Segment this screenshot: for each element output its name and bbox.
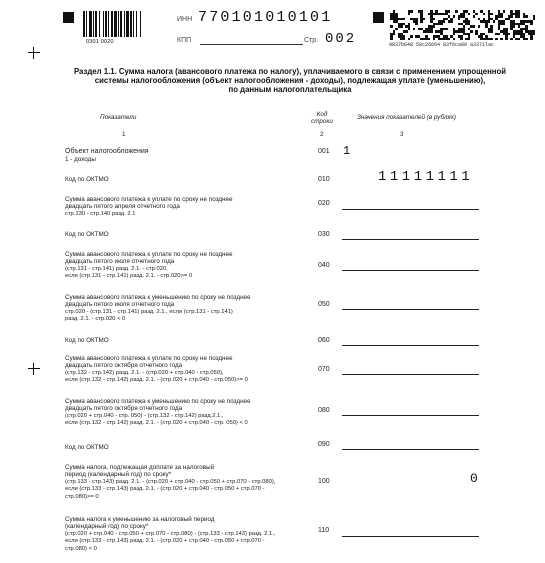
qr-cell [390,25,393,28]
section-title [40,67,540,95]
qr-cell [408,28,411,31]
row-070-code: 070 [318,366,330,373]
qr-cell [468,38,471,41]
barcode-bar [124,11,125,37]
row-001-line1: Объект налогообложения [65,148,149,155]
row-040-line3: (стр.131 - стр.141) разд. 2.1. - стр.020, [65,265,168,272]
row-001-code: 001 [318,148,330,155]
row-100-line4: если (стр.133 - стр.143) разд. 2.1. - (стр.020 + стр.040 - стр.050 + стр.070 - [65,486,265,493]
qr-cell [470,30,473,33]
barcode-bar [133,11,134,37]
qr-cell [505,38,508,41]
row-060-label: Код по ОКТМО [65,337,109,344]
qr-cell [433,25,436,28]
qr-cell [440,23,443,26]
row-060-code: 060 [318,337,330,344]
barcode-bar [126,11,129,37]
qr-cell [403,38,406,41]
qr-cell [525,38,528,41]
row-040-line2: двадцать пятого июля отчетного года [65,258,175,266]
row-070-answer-line[interactable] [342,374,479,375]
inn-value: 770101010101 [198,9,333,26]
qr-cell [423,18,426,21]
qr-cell [448,10,451,13]
page-value: 002 [325,31,357,47]
row-080-line3: (стр.020 + стр.040 - стр. 050) - (стр.132 - стр.142) разд.2.1., [65,412,224,419]
barcode-bar [95,11,97,37]
row-010-code: 010 [318,176,330,183]
row-020-label [65,196,233,218]
barcode-bar [140,11,141,37]
row-080-code: 080 [318,407,330,414]
qr-cell [448,38,451,41]
qr-cell [410,35,413,38]
qr-cell [455,10,458,13]
qr-cell [533,33,536,36]
row-040-answer-line[interactable] [342,270,479,271]
qr-cell [493,20,496,23]
kpp-underline [200,44,303,45]
barcode-bar [83,11,85,37]
row-020-line2: двадцать пятого апреля отчетного года [65,203,180,211]
row-090-code: 090 [318,441,330,448]
row-050-line2: двадцать пятого июля отчетного года [65,301,175,309]
row-040-line1: Сумма авансового платежа к уплате по сроку не позднее [65,251,233,258]
row-100-code: 100 [318,478,330,485]
row-050-label [65,294,251,324]
qr-cell [408,38,411,41]
qr-cell [503,10,506,13]
section-title-line1: Раздел 1.1. Сумма налога (авансового платежа по налогу), уплачиваемого в связи с применением упрощенной [73,67,507,76]
qr-cell [488,20,491,23]
barcode-bar [108,11,109,37]
kpp-label: КПП [177,37,192,44]
qr-cell [503,23,506,26]
qr-cell [530,23,533,26]
qr-code [390,10,535,40]
row-080-line2: двадцать пятого октября отчетного года [65,405,183,413]
qr-cell [508,33,511,36]
row-030-label: Код по ОКТМО [65,231,109,238]
qr-cell [513,25,516,28]
row-070-line2: двадцать пятого октября отчетного года [65,362,183,370]
qr-cell [453,33,456,36]
section-title-line3: по данным налогоплательщика [228,85,352,95]
qr-cell [460,38,463,41]
registration-cross-bottom [28,363,40,375]
barcode-bar [136,11,137,37]
row-110-line5: стр.080) < 0 [65,545,97,552]
qr-cell [420,20,423,23]
qr-cell [490,38,493,41]
row-060-answer-line[interactable] [342,345,479,346]
row-050-line4: разд. 2.1. - стр.020 < 0 [65,316,126,323]
header-num-3: 3 [400,131,404,138]
barcode-bar [105,11,107,37]
qr-cell [525,15,528,18]
row-100-line3: (стр.133 - стр.143) разд. 2.1. - (стр.020 + стр.040 - стр.050 + стр.070 - стр.080), [65,478,276,485]
qr-cell [533,18,536,21]
qr-cell [475,13,478,16]
qr-cell [483,13,486,16]
qr-cell [433,18,436,21]
qr-cell [495,38,498,41]
qr-cell [413,28,416,31]
barcode-bar [93,11,94,37]
row-050-answer-line[interactable] [342,309,479,310]
qr-cell [428,38,431,41]
qr-cell [498,33,501,36]
row-110-code: 110 [318,527,330,534]
qr-cell [468,13,471,16]
row-100-line5: стр.080)>= 0 [65,493,99,500]
qr-cell [395,28,398,31]
barcode-bar [130,11,132,37]
qr-cell [500,38,503,41]
row-040-line4: если (стр.131 - стр.141) разд. 2.1. - стр.020>= 0 [65,273,193,280]
qr-cell [510,15,513,18]
row-040-label [65,251,233,281]
row-110-line3: (стр.020 + стр.040 - стр.050 + стр.070 - стр.080) - (стр.133 - стр.143) разд. 2.1., [65,530,276,537]
row-070-label [65,355,248,385]
row-110-line1: Сумма налога к уменьшению за налоговый период [65,516,215,523]
header-values: Значения показателей (в рублях) [357,114,457,121]
row-100-line1: Сумма налога, подлежащая доплате за налоговый [65,464,215,471]
corner-marker-right [373,12,384,23]
row-070-line4: если (стр.132 - стр.142) разд. 2.1. - (стр.020 + стр.040 - стр.050)>= 0 [65,377,248,384]
row-090-answer-line[interactable] [342,449,479,450]
qr-cell [478,25,481,28]
qr-cell [403,18,406,21]
barcode-bar [86,11,87,37]
row-100-label [65,464,275,501]
qr-cell [430,30,433,33]
barcode [83,11,141,37]
barcode-number: 0301 0020 [86,39,114,45]
barcode-bar [99,11,100,37]
row-100-value[interactable]: 0 [470,471,478,486]
inn-label: ИНН [177,16,193,23]
row-030-answer-line[interactable] [342,239,479,240]
qr-cell [410,10,413,13]
row-020-code: 020 [318,200,330,207]
row-001-label [65,147,149,163]
row-020-line3: стр.130 - стр.140 разд. 2.1 [65,210,136,217]
header-indicators: Показатели [100,114,137,121]
qr-code-text: 9837b648 50c26664 83f6ca80 a3371lac [389,42,495,48]
qr-cell [500,15,503,18]
qr-cell [405,30,408,33]
qr-cell [490,30,493,33]
row-020-answer-line[interactable] [342,209,479,210]
barcode-bar [111,11,113,37]
qr-cell [473,15,476,18]
qr-cell [518,15,521,18]
qr-cell [443,20,446,23]
row-080-label [65,398,251,428]
section-title-line2: системы налогообложения (объект налогообложения - доходы), подлежащая уплате (уменьшению), [94,76,486,86]
barcode-bar [118,11,119,37]
row-080-line1: Сумма авансового платежа к уменьшению по сроку не позднее [65,398,251,405]
row-090-label: Код по ОКТМО [65,444,109,451]
row-080-answer-line[interactable] [342,415,479,416]
qr-cell [390,38,393,41]
row-050-code: 050 [318,301,330,308]
header-line-code: Код строки [311,111,333,126]
qr-cell [453,38,456,41]
barcode-bar [114,11,117,37]
qr-cell [415,23,418,26]
row-040-code: 040 [318,262,330,269]
row-020-line1: Сумма авансового платежа к уплате по сроку не позднее [65,196,233,203]
row-070-line1: Сумма авансового платежа к уплате по сроку не позднее [65,355,233,362]
row-050-line1: Сумма авансового платежа к уменьшению по сроку не позднее [65,294,251,301]
registration-cross-top [28,47,40,59]
row-050-line3: стр.020 - (стр.131 - стр.141) разд. 2.1., если (стр.131 - стр.141) [65,308,233,315]
qr-cell [458,18,461,21]
row-110-line4: если (стр.133 - стр.143) разд. 2.1. - (стр.020 + стр.040 - стр.050 + стр.070 - [65,538,265,545]
corner-marker-left [63,12,74,23]
row-010-label: Код по ОКТМО [65,176,109,183]
row-070-line3: (стр.132 - стр.142) разд. 2.1. - (стр.020 + стр.040 - стр.050), [65,369,224,376]
qr-cell [445,28,448,31]
qr-cell [433,38,436,41]
qr-cell [473,25,476,28]
qr-cell [510,38,513,41]
barcode-bar [120,11,122,37]
qr-cell [450,20,453,23]
qr-cell [453,15,456,18]
page-label: Стр. [304,37,319,44]
row-001-line2: 1 - доходы [65,156,96,163]
row-100-line2: период (календарный год) по сроку* [65,471,172,479]
qr-cell [408,13,411,16]
qr-cell [530,38,533,41]
row-010-value[interactable]: 11111111 [378,169,474,185]
qr-cell [400,25,403,28]
row-110-line2: (календарный год) по сроку* [65,523,149,531]
barcode-bar [103,11,104,37]
qr-cell [393,33,396,36]
header-num-2: 2 [320,131,324,138]
row-110-label [65,516,275,553]
qr-cell [518,38,521,41]
row-080-line4: если (стр.132 - стр.142) разд. 2.1. - (стр.020 + стр.040 - стр. 050) < 0 [65,420,248,427]
qr-cell [490,13,493,16]
header-num-1: 1 [122,131,126,138]
row-001-value[interactable]: 1 [343,144,351,158]
row-030-code: 030 [318,231,330,238]
row-110-answer-line[interactable] [342,536,479,537]
barcode-bar [89,11,92,37]
